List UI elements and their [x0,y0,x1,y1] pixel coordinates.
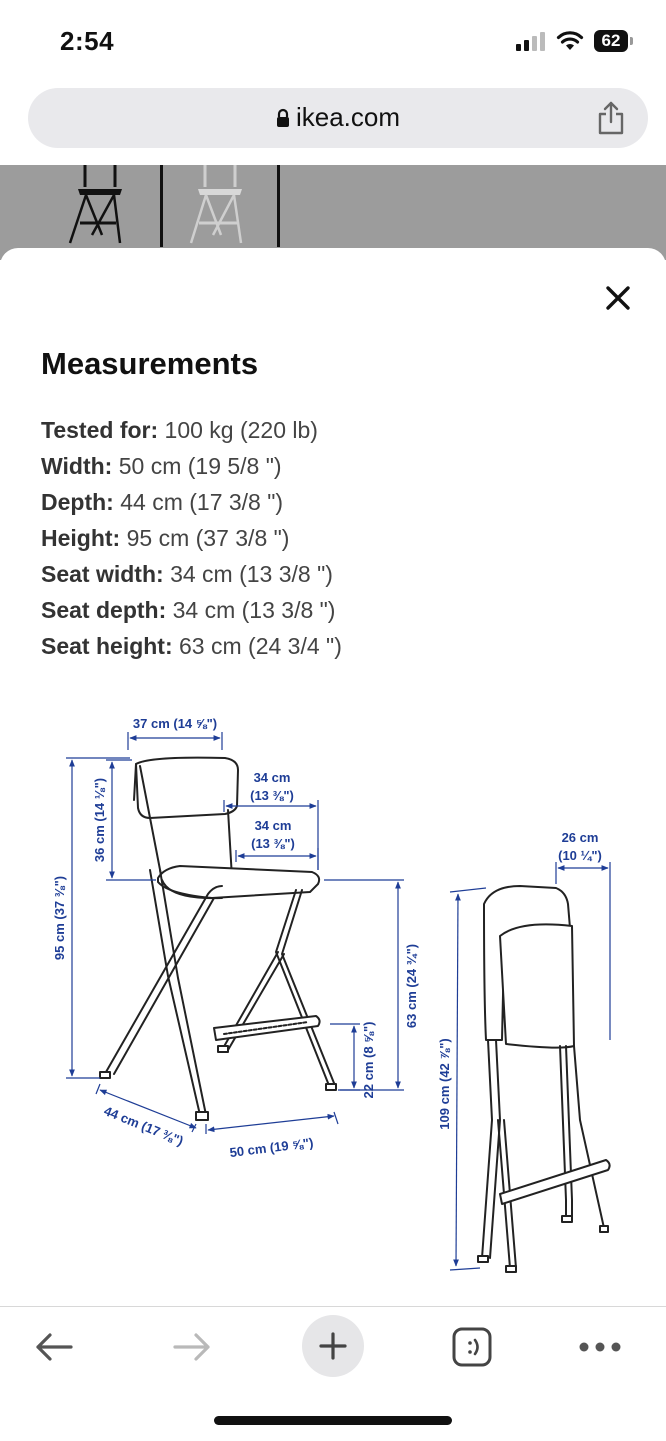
dim-folded-height-label: 109 cm (42 ⅞") [437,1038,452,1130]
home-indicator [214,1416,452,1425]
measurement-diagram [0,700,666,1290]
more-dots-icon [578,1341,622,1353]
spec-label: Depth: [41,489,114,515]
spec-value: 95 cm (37 3/8 ") [126,525,290,551]
spec-label: Seat depth: [41,597,167,623]
spec-row-height [41,520,641,556]
dim-seat-width-in-label: (13 ⅜") [250,788,294,803]
url-text: ikea.com [295,102,401,132]
bar-stool-black-image [40,165,160,247]
spec-label: Seat height: [41,633,173,659]
more-menu-button[interactable] [570,1317,630,1377]
url-display [28,102,648,133]
spec-value: 100 kg (220 lb) [164,417,318,443]
spec-label: Height: [41,525,121,551]
spec-list [41,412,641,664]
arrow-right-icon [171,1331,213,1363]
spec-row-seat-height [41,628,641,664]
status-time: 2:54 [60,26,115,56]
tab-switcher-icon [451,1326,493,1368]
spec-value: 63 cm (24 3/4 ") [179,633,342,659]
status-icons [516,30,634,52]
spec-label: Width: [41,453,113,479]
spec-row-tested-for [41,412,641,448]
close-icon[interactable] [600,280,636,316]
lock-icon [276,108,290,128]
spec-label: Tested for: [41,417,159,443]
wifi-icon [556,30,584,52]
dim-seat-width-cm-label: 34 cm [253,770,291,785]
thumbnail-divider [277,165,280,247]
dim-footrest-height-label: 22 cm (8 ⅝") [361,1021,376,1099]
dim-folded-depth-cm-label: 26 cm [561,830,599,845]
url-bar[interactable] [28,88,648,148]
spec-value: 50 cm (19 5/8 ") [118,453,282,479]
dim-folded-depth-in-label: (10 ¼") [558,848,602,863]
share-icon[interactable] [596,100,626,136]
spec-value: 44 cm (17 3/8 ") [120,489,284,515]
battery-icon [594,30,634,52]
cellular-signal-icon [516,31,546,51]
dim-depth-label: 44 cm (17 ⅜") [101,1103,186,1149]
dim-width-label: 50 cm (19 ⅝") [228,1134,315,1161]
spec-row-depth [41,484,641,520]
spec-value: 34 cm (13 3/8 ") [172,597,336,623]
dim-back-width-label: 37 cm (14 ⅝") [132,716,218,731]
arrow-left-icon [33,1331,75,1363]
spec-row-width [41,448,641,484]
open-stool-drawing [100,758,336,1120]
dim-seat-height-label: 63 cm (24 ¾") [404,943,419,1029]
folded-stool-drawing [478,886,610,1272]
spec-row-seat-width [41,556,641,592]
spec-label: Seat width: [41,561,164,587]
product-thumbnail-black[interactable] [40,165,160,247]
bar-stool-white-image [163,165,277,247]
modal-title: Measurements [41,346,259,381]
plus-icon [318,1331,348,1361]
tabs-button[interactable] [442,1317,502,1377]
product-thumbnail-white[interactable] [163,165,277,247]
dim-seat-depth-cm-label: 34 cm [254,818,292,833]
forward-button[interactable] [162,1317,222,1377]
dim-total-height-label: 95 cm (37 ⅜") [52,875,67,961]
dim-seat-depth-in-label: (13 ⅜") [251,836,295,851]
spec-value: 34 cm (13 3/8 ") [170,561,333,587]
status-bar [0,0,666,80]
page-backdrop [0,165,666,260]
new-tab-button[interactable] [302,1315,364,1377]
dim-back-height-label: 36 cm (14 ⅛") [92,777,107,863]
battery-level: 62 [601,31,621,50]
back-button[interactable] [24,1317,84,1377]
spec-row-seat-depth [41,592,641,628]
